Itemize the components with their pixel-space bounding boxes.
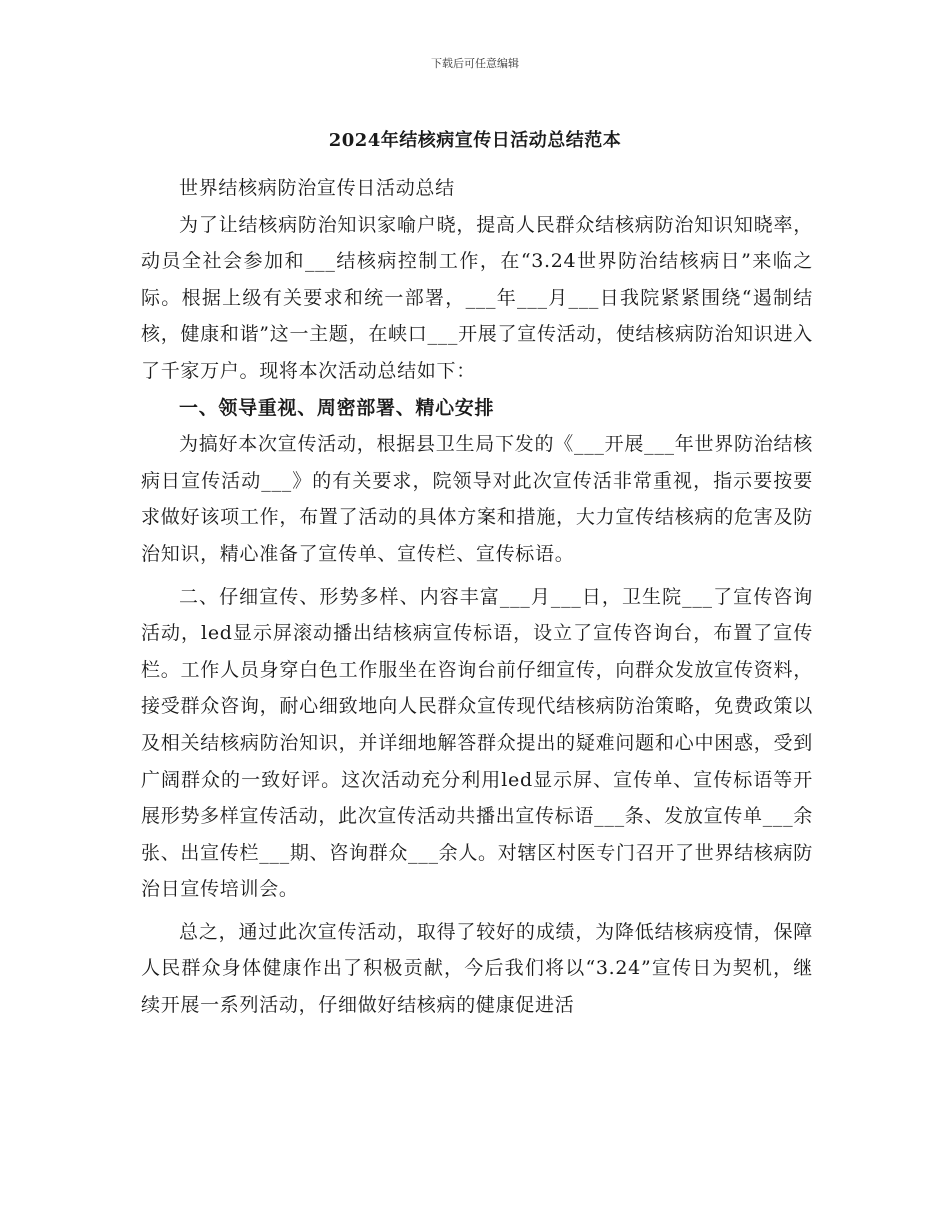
subtitle-paragraph: 世界结核病防治宣传日活动总结 [179, 177, 455, 199]
document-body [141, 170, 813, 1024]
section-1-paragraph: 为搞好本次宣传活动，根据县卫生局下发的《___开展___年世界防治结核病日宣传活动___》的有关要求，院领导对此次宣传活非常重视，指示要按要求做好该项工作，布置了活动的具体方案和措施，大力宣传结核病的危害及防治知识，精心准备了宣传单、宣传栏、宣传标语。 [141, 433, 813, 565]
section-2-paragraph: 二、仔细宣传、形势多样、内容丰富___月___日，卫生院___了宣传咨询活动，led显示屏滚动播出结核病宣传标语，设立了宣传咨询台，布置了宣传栏。工作人员身穿白色工作服坐在咨询台前仔细宣传，向群众发放宣传资料，接受群众咨询，耐心细致地向人民群众宣传现代结核病防治策略，免费政策以及相关结核病防治知识，并详细地解答群众提出的疑难问题和心中困惑，受到广阔群众的一致好评。这次活动充分利用led显示屏、宣传单、宣传标语等开展形势多样宣传活动，此次宣传活动共播出宣传标语___条、发放宣传单___余张、出宣传栏___期、咨询群众___余人。对辖区村医专门召开了世界结核病防治日宣传培训会。 [141, 585, 813, 901]
conclusion-paragraph: 总之，通过此次宣传活动，取得了较好的成绩，为降低结核病疫情，保障人民群众身体健康作出了积极贡献，今后我们将以“3.24”宣传日为契机，继续开展一系列活动，仔细做好结核病的健康促进活 [141, 920, 813, 1017]
document-title: 2024年结核病宣传日活动总结范本 [328, 130, 622, 151]
section-heading-1: 一、领导重视、周密部署、精心安排 [179, 396, 495, 419]
intro-paragraph: 为了让结核病防治知识家喻户晓，提高人民群众结核病防治知识知晓率，动员全社会参加和___结核病控制工作，在“3.24世界防治结核病日”来临之际。根据上级有关要求和统一部署，___年___月___日我院紧紧围绕“遏制结核，健康和谐”这一主题，在峡口___开展了宣传活动，使结核病防治知识进入了千家万户。现将本次活动总结如下： [141, 213, 813, 382]
header-note: 下载后可任意编辑 [431, 57, 519, 70]
